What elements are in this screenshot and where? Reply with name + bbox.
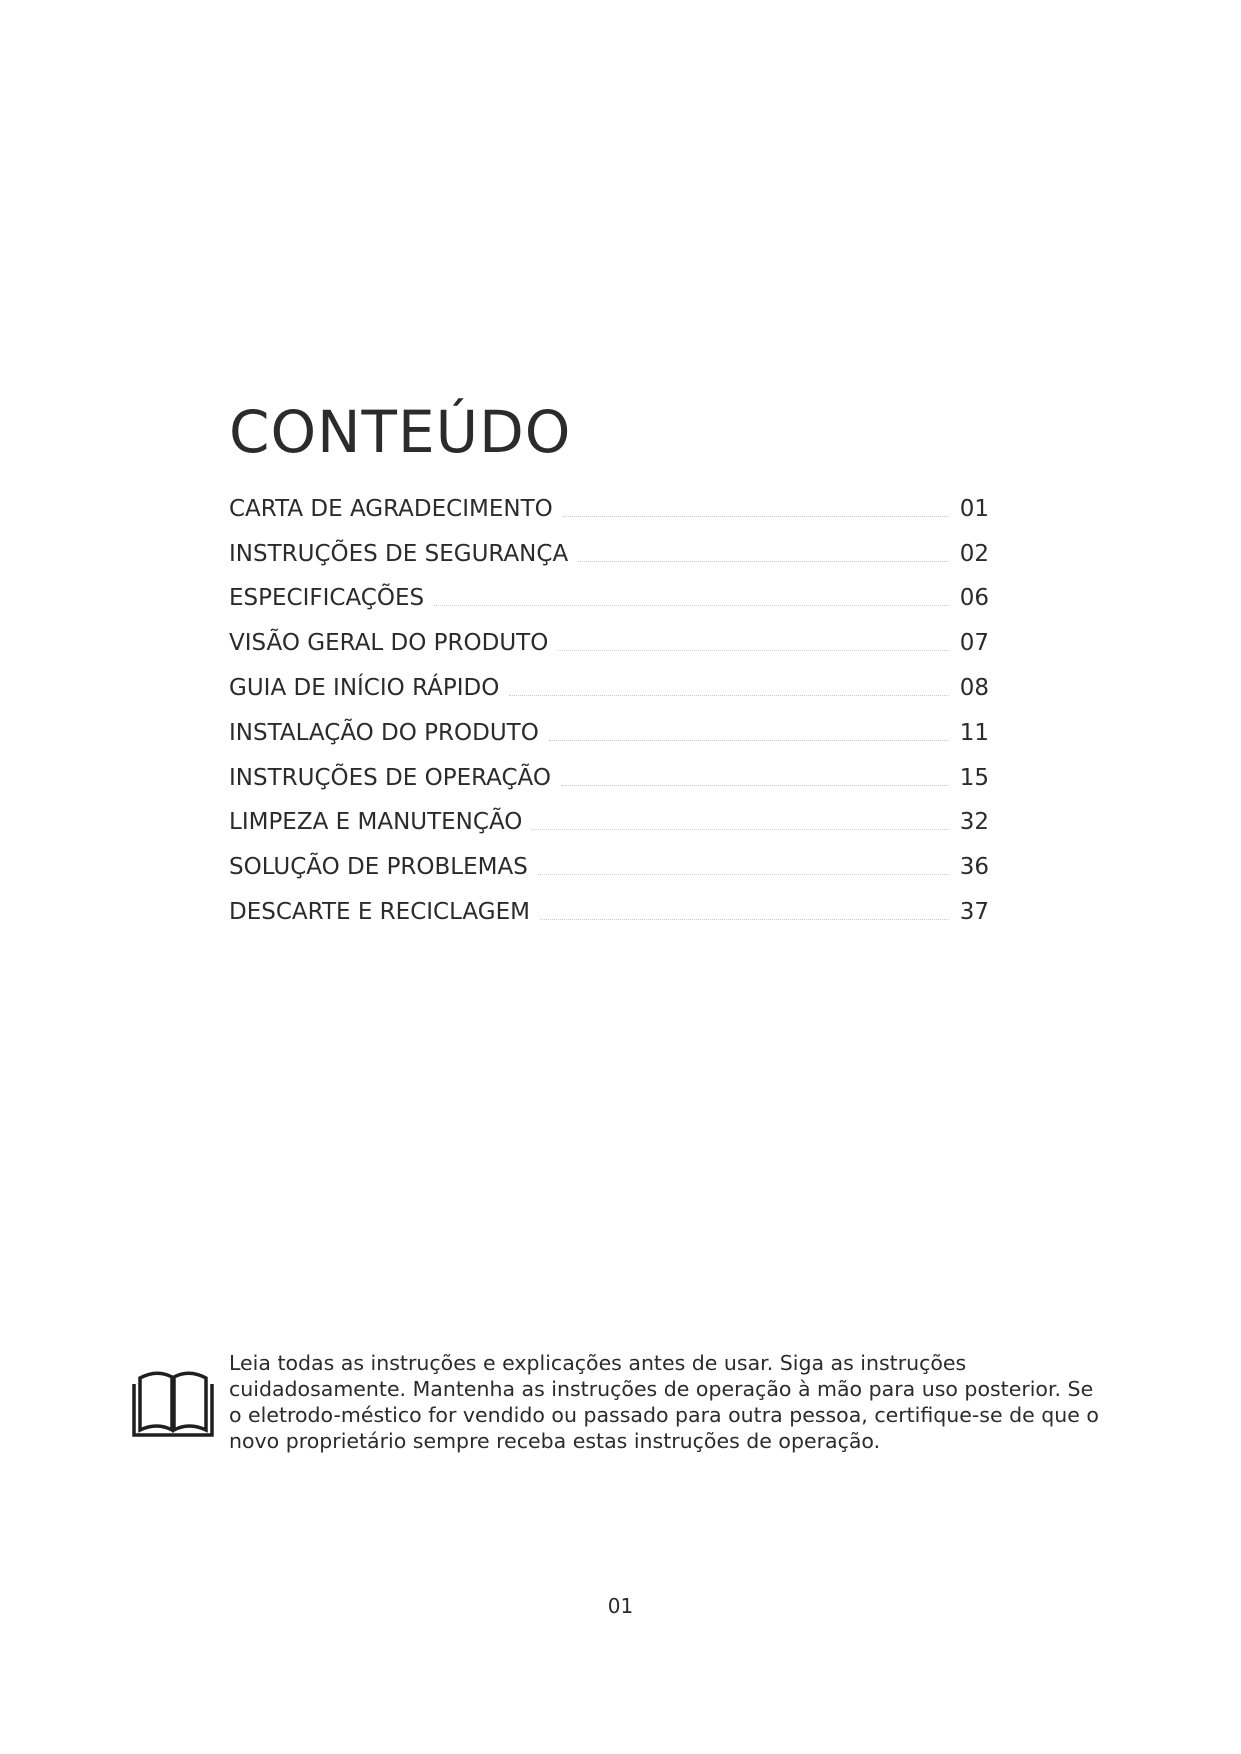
page-title: CONTEÚDO	[229, 398, 572, 466]
toc-entry[interactable]	[229, 486, 989, 531]
toc-entry-page: 01	[959, 495, 989, 522]
toc-entry[interactable]	[229, 710, 989, 755]
toc-entry-label: LIMPEZA E MANUTENÇÃO	[229, 809, 523, 836]
toc-entry[interactable]	[229, 576, 989, 621]
toc-leader-dots	[540, 919, 949, 920]
toc-entry-page: 07	[959, 630, 989, 657]
toc-entry-label: ESPECIFICAÇÕES	[229, 585, 425, 612]
toc-entry-page: 15	[959, 764, 989, 791]
toc-entry[interactable]	[229, 889, 989, 934]
toc-entry-label: GUIA DE INÍCIO RÁPIDO	[229, 674, 500, 701]
table-of-contents	[229, 486, 989, 934]
toc-entry-label: VISÃO GERAL DO PRODUTO	[229, 630, 549, 657]
toc-entry-page: 36	[959, 854, 989, 881]
toc-leader-dots	[578, 561, 949, 562]
toc-entry[interactable]	[229, 620, 989, 665]
toc-leader-dots	[561, 785, 949, 786]
toc-entry[interactable]	[229, 800, 989, 845]
toc-leader-dots	[434, 605, 949, 606]
toc-entry-label: INSTRUÇÕES DE SEGURANÇA	[229, 540, 569, 567]
toc-entry-label: DESCARTE E RECICLAGEM	[229, 898, 530, 925]
toc-entry[interactable]	[229, 665, 989, 710]
toc-entry[interactable]	[229, 531, 989, 576]
toc-entry[interactable]	[229, 755, 989, 800]
toc-leader-dots	[532, 829, 949, 830]
toc-entry-page: 11	[959, 719, 989, 746]
open-book-icon	[131, 1366, 215, 1438]
toc-entry-page: 08	[959, 674, 989, 701]
toc-entry[interactable]	[229, 844, 989, 889]
toc-entry-page: 02	[959, 540, 989, 567]
toc-entry-page: 06	[959, 585, 989, 612]
toc-entry-label: INSTALAÇÃO DO PRODUTO	[229, 719, 539, 746]
toc-entry-page: 32	[959, 809, 989, 836]
toc-leader-dots	[563, 516, 949, 517]
toc-leader-dots	[549, 740, 949, 741]
toc-entry-label: SOLUÇÃO DE PROBLEMAS	[229, 854, 528, 881]
notice-text: Leia todas as instruções e explicações antes de usar. Siga as instruções cuidadosamente. Mantenha as instruções de operação à mão para uso posterior. Se o eletrodo-méstico for vendido ou passado para outra pessoa, certifique-se de que o novo proprietário sempre receba estas instruções de operação.	[229, 1351, 1099, 1453]
toc-leader-dots	[558, 650, 949, 651]
page-number: 01	[607, 1594, 634, 1618]
toc-entry-label: CARTA DE AGRADECIMENTO	[229, 495, 553, 522]
toc-leader-dots	[538, 874, 949, 875]
toc-entry-page: 37	[959, 898, 989, 925]
toc-entry-label: INSTRUÇÕES DE OPERAÇÃO	[229, 764, 551, 791]
toc-leader-dots	[509, 695, 949, 696]
